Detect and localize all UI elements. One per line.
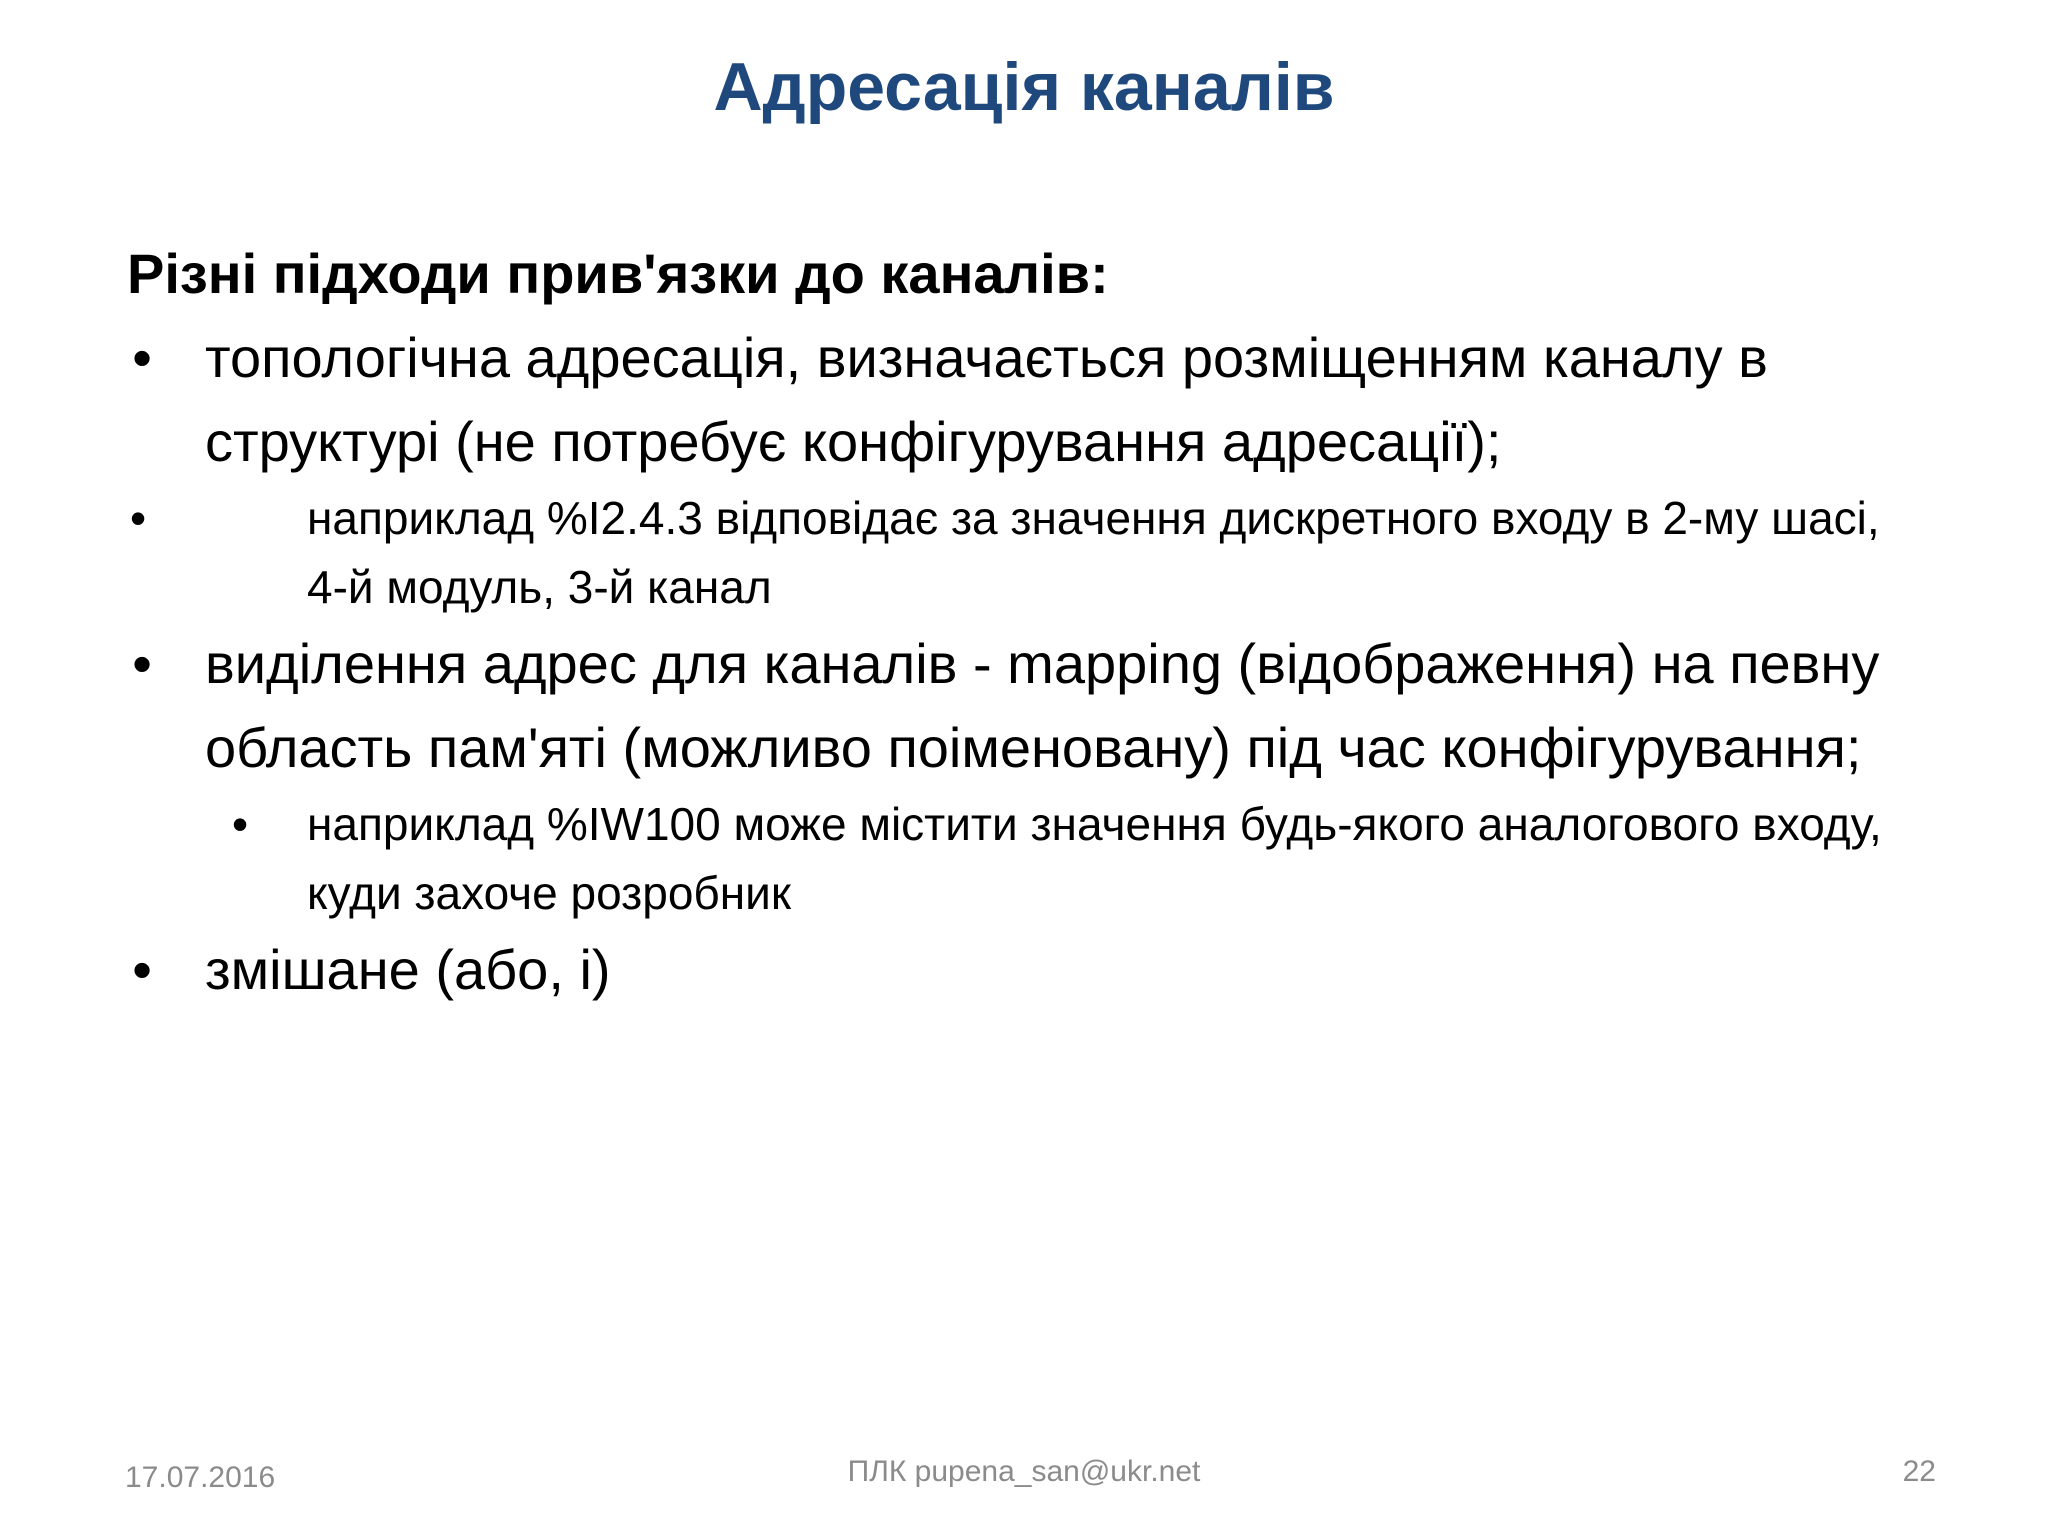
bullet-list: [127, 316, 1927, 484]
bullet-text: топологічна адресація, визначається розміщенням каналу в структурі (не потребує конфігурування адресації);: [205, 326, 1768, 473]
slide-title: Адресація каналів: [713, 49, 1335, 125]
footer-date: 17.07.2016: [125, 1461, 276, 1494]
bullet-icon: •: [132, 938, 152, 1001]
sub-bullet-icon: •: [129, 492, 147, 544]
footer-author: ПЛК pupena_san@ukr.net: [847, 1455, 1201, 1488]
bullet-list: [127, 622, 1927, 790]
sub-bullet-icon: •: [231, 798, 249, 850]
sub-bullet-text: наприклад %I2.4.3 відповідає за значення дискретного входу в 2-му шасі, 4-й модуль, 3-й канал: [307, 492, 1880, 613]
bullet-text: змішане (або, і): [205, 938, 611, 1001]
bullet-icon: •: [132, 326, 152, 389]
slide-content: [127, 232, 1927, 1012]
bullet-list: [127, 928, 1927, 1012]
bullet-item: [127, 622, 1927, 790]
sub-bullet-item: [127, 790, 1927, 928]
sub-bullet-item: [127, 484, 1927, 622]
sub-bullet-list: [127, 790, 1927, 928]
lead-heading: Різні підходи прив'язки до каналів:: [127, 242, 1109, 305]
bullet-icon: •: [132, 632, 152, 695]
bullet-text: виділення адрес для каналів - mapping (відображення) на певну область пам'яті (можливо поіменовану) під час конфігурування;: [205, 632, 1880, 779]
sub-bullet-list: [127, 484, 1927, 622]
page-number: 22: [1902, 1455, 1936, 1488]
bullet-item: [127, 928, 1927, 1012]
bullet-item: [127, 316, 1927, 484]
sub-bullet-text: наприклад %IW100 може містити значення будь-якого аналогового входу, куди захоче розробник: [307, 798, 1882, 919]
